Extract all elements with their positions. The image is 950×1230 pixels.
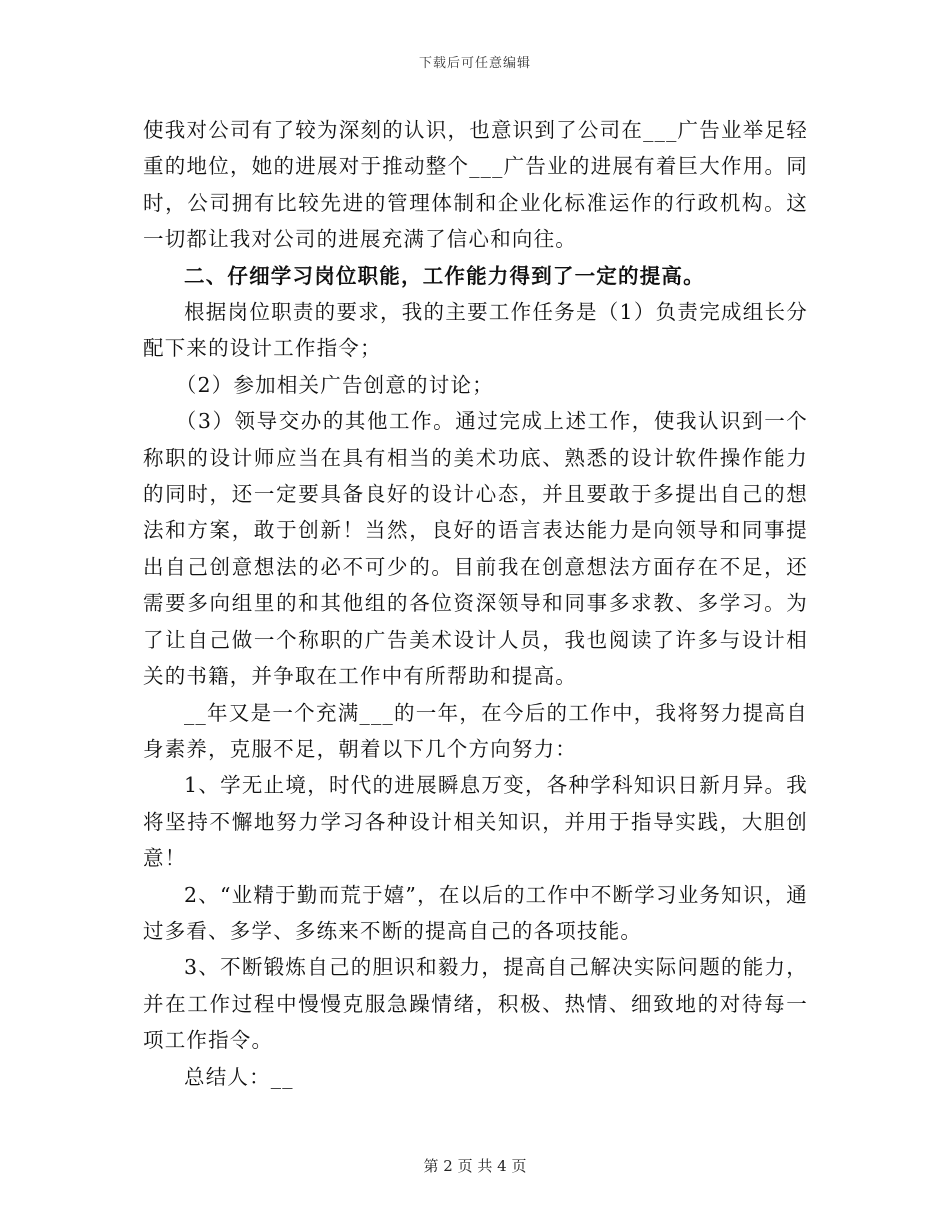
paragraph-goal-one: 1、学无止境，时代的进展瞬息万变，各种学科知识日新月异。我将坚持不懈地努力学习各种设计相关知识，并用于指导实践，大胆创意！ xyxy=(143,773,808,871)
paragraph-next-year: __年又是一个充满___的一年，在今后的工作中，我将努力提高自身素养，克服不足，朝着以下几个方向努力： xyxy=(143,700,808,761)
document-body xyxy=(143,112,808,1095)
page-header: 下载后可任意编辑 xyxy=(418,56,531,71)
summary-author: 总结人：__ xyxy=(184,1064,294,1089)
paragraph-duty-two: （2）参加相关广告创意的讨论； xyxy=(175,372,494,397)
page-number: 第 2 页 共 4 页 xyxy=(423,1157,527,1175)
section-heading-two: 二、仔细学习岗位职能，工作能力得到了一定的提高。 xyxy=(184,263,705,288)
paragraph-goal-two: 2、“业精于勤而荒于嬉”，在以后的工作中不断学习业务知识，通过多看、多学、多练来不断的提高自己的各项技能。 xyxy=(143,882,808,943)
paragraph-job-duties: 根据岗位职责的要求，我的主要工作任务是（1）负责完成组长分配下来的设计工作指令； xyxy=(143,300,808,361)
paragraph-duty-three: （3）领导交办的其他工作。通过完成上述工作，使我认识到一个称职的设计师应当在具有相当的美术功底、熟悉的设计软件操作能力的同时，还一定要具备良好的设计心态，并且要敢于多提出自己的想法和方案，敢于创新！当然，良好的语言表达能力是向领导和同事提出自己创意想法的必不可少的。目前我在创意想法方面存在不足，还需要多向组里的和其他组的各位资深领导和同事多求教、多学习。为了让自己做一个称职的广告美术设计人员，我也阅读了许多与设计相关的书籍，并争取在工作中有所帮助和提高。 xyxy=(143,409,808,689)
paragraph-goal-three: 3、不断锻炼自己的胆识和毅力，提高自己解决实际问题的能力，并在工作过程中慢慢克服急躁情绪，积极、热情、细致地的对待每一项工作指令。 xyxy=(143,955,808,1053)
paragraph-company-recognition: 使我对公司有了较为深刻的认识，也意识到了公司在___广告业举足轻重的地位，她的进展对于推动整个___广告业的进展有着巨大作用。同时，公司拥有比较先进的管理体制和企业化标准运作的行政机构。这一切都让我对公司的进展充满了信心和向往。 xyxy=(143,118,808,252)
